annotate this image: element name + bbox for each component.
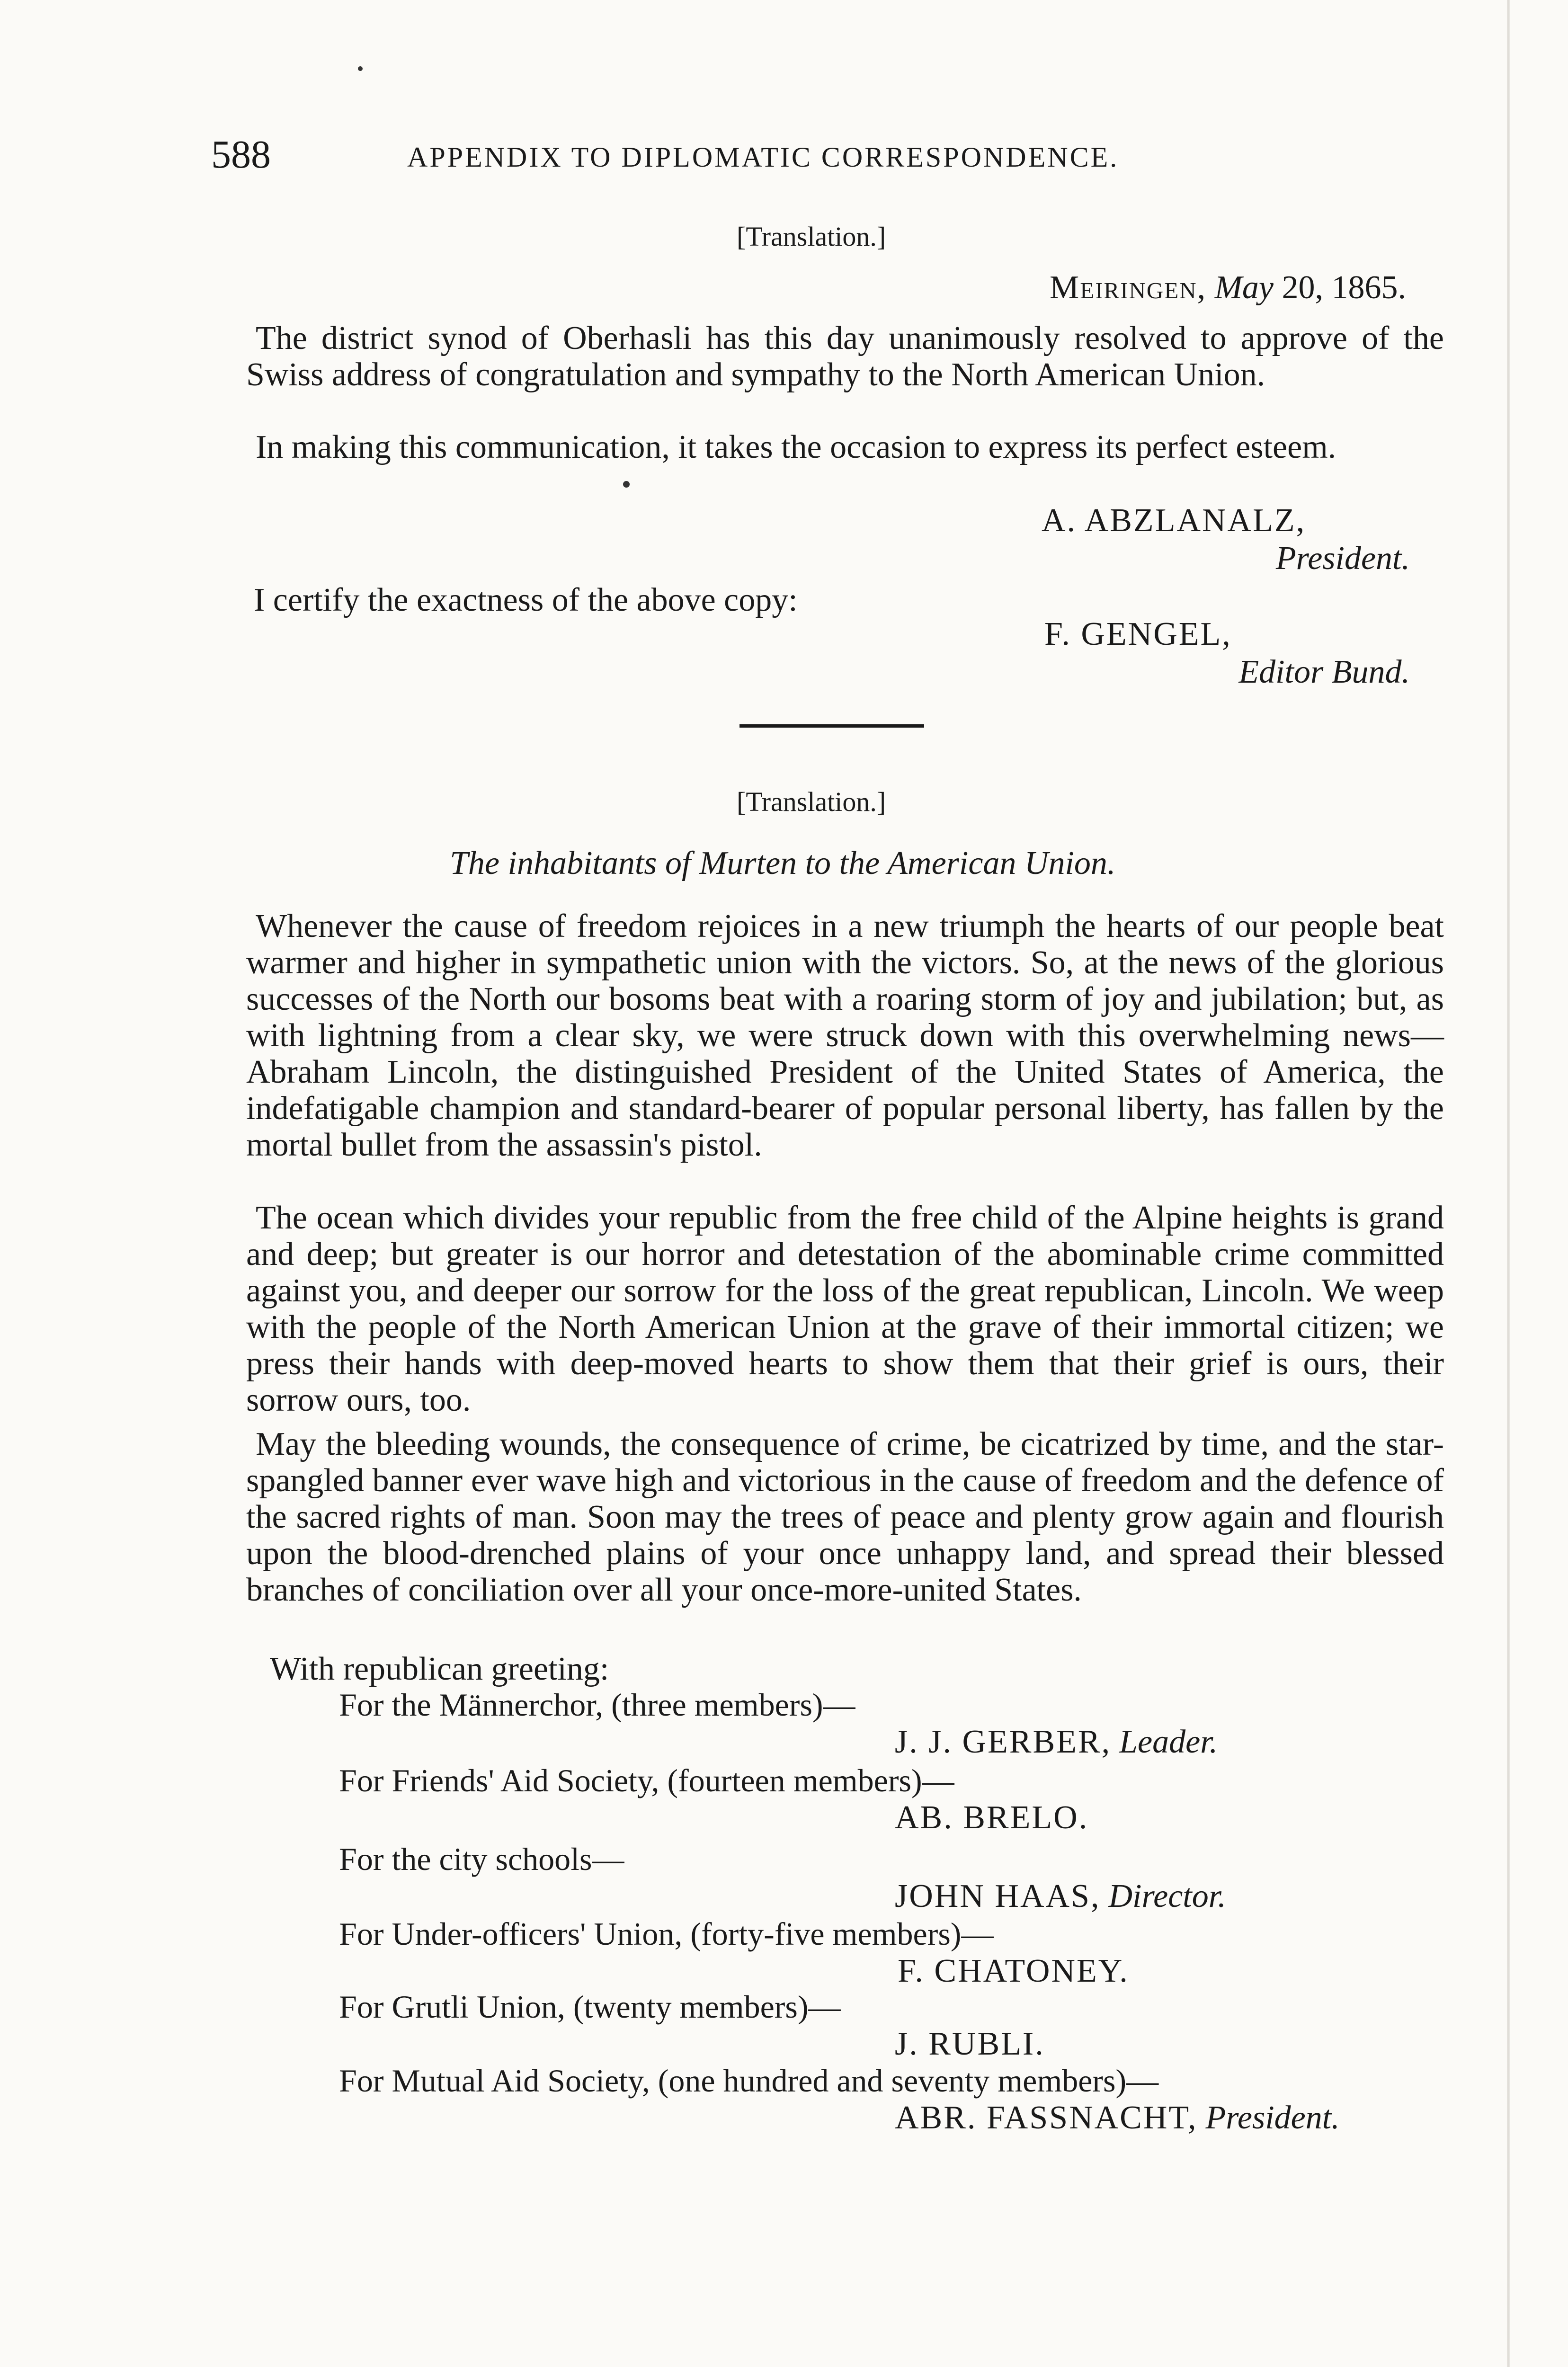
signatory-name: JOHN HAAS, <box>895 1878 1101 1914</box>
signer-title: President. <box>1275 540 1410 577</box>
certifier-name: F. GENGEL, <box>1044 616 1232 652</box>
signatory <box>895 1878 1226 1915</box>
letter2-subtitle: The inhabitants of Murten to the American Union. <box>450 845 1116 881</box>
signatory-title: President. <box>1205 2100 1340 2136</box>
certifier-title: Editor Bund. <box>1238 654 1410 690</box>
letter1-paragraph-1: The district synod of Oberhasli has this day unanimously resolved to approve of the Swiss address of congratulation and sympathy to the North American Union. <box>246 320 1444 393</box>
dateline <box>1050 269 1406 307</box>
signatory-group: For Mutual Aid Society, (one hundred and seventy members)— <box>339 2063 1159 2099</box>
greeting: With republican greeting: <box>270 1651 609 1687</box>
signatory <box>898 1952 1129 1990</box>
signatory-group: For Under-officers' Union, (forty-five members)— <box>339 1916 994 1952</box>
dateline-day-year: 20, 1865. <box>1282 269 1406 306</box>
section-divider <box>739 724 924 728</box>
letter2-paragraph-2: The ocean which divides your republic from the free child of the Alpine heights is grand and deep; but greater is our horror and detestation of the abominable crime committed against you, and deeper our sorrow for the loss of the great republican, Lincoln. We weep with the people of the North American Union at the grave of their immortal citizen; we press their hands with deep-moved hearts to show them that their grief is ours, their sorrow ours, too. <box>246 1200 1444 1418</box>
letter1-paragraph-2: In making this communication, it takes the occasion to express its perfect esteem. <box>256 429 1336 465</box>
dateline-month: May <box>1214 269 1274 306</box>
signatory-title: Leader. <box>1119 1724 1218 1760</box>
translation-label: [Translation.] <box>737 221 886 252</box>
signatory <box>895 1723 1218 1761</box>
scan-speck <box>358 66 363 71</box>
signatory-group: For the city schools— <box>339 1841 624 1877</box>
certify-text: I certify the exactness of the above copy: <box>254 582 798 618</box>
signatory-name: J. J. GERBER, <box>895 1724 1112 1760</box>
signatory <box>895 2025 1045 2063</box>
signatory <box>895 1799 1088 1837</box>
translation-label-2: [Translation.] <box>737 786 886 817</box>
signer-name: A. ABZLANALZ, <box>1042 502 1306 539</box>
signatory-name: F. CHATONEY. <box>898 1953 1129 1989</box>
signatory-group: For Grutli Union, (twenty members)— <box>339 1989 841 2025</box>
scan-speck <box>623 481 630 488</box>
dateline-place: Meiringen, <box>1050 269 1207 306</box>
signatory-name: AB. BRELO. <box>895 1799 1089 1836</box>
signatory-title: Director. <box>1108 1878 1226 1914</box>
letter2-paragraph-1: Whenever the cause of freedom rejoices in a new triumph the hearts of our people beat warmer and higher in sympathetic union with the victors. So, at the news of the glorious successes of the North our bosoms beat with a roaring storm of joy and jubilation; but, as with lightning from a clear sky, we were struck down with this overwhelming news—Abraham Lincoln, the distinguished President of the United States of America, the indefatigable champion and standard-bearer of popular personal liberty, has fallen by the mortal bullet from the assassin's pistol. <box>246 908 1444 1163</box>
running-head: APPENDIX TO DIPLOMATIC CORRESPONDENCE. <box>407 142 1119 173</box>
signatory-name: J. RUBLI. <box>895 2026 1045 2062</box>
signatory-group: For the Männerchor, (three members)— <box>339 1687 855 1723</box>
page-number: 588 <box>211 133 271 177</box>
signatory <box>895 2099 1340 2137</box>
letter2-paragraph-3: May the bleeding wounds, the consequence of crime, be cicatrized by time, and the star-spangled banner ever wave high and victorious in the cause of freedom and the defence of the sacred rights of man. Soon may the trees of peace and plenty grow again and flourish upon the blood-drenched plains of your once unhappy land, and spread their blessed branches of conciliation over all your once-more-united States. <box>246 1426 1444 1608</box>
signatory-name: ABR. FASSNACHT, <box>895 2100 1198 2136</box>
signatory-group: For Friends' Aid Society, (fourteen members)— <box>339 1762 954 1798</box>
